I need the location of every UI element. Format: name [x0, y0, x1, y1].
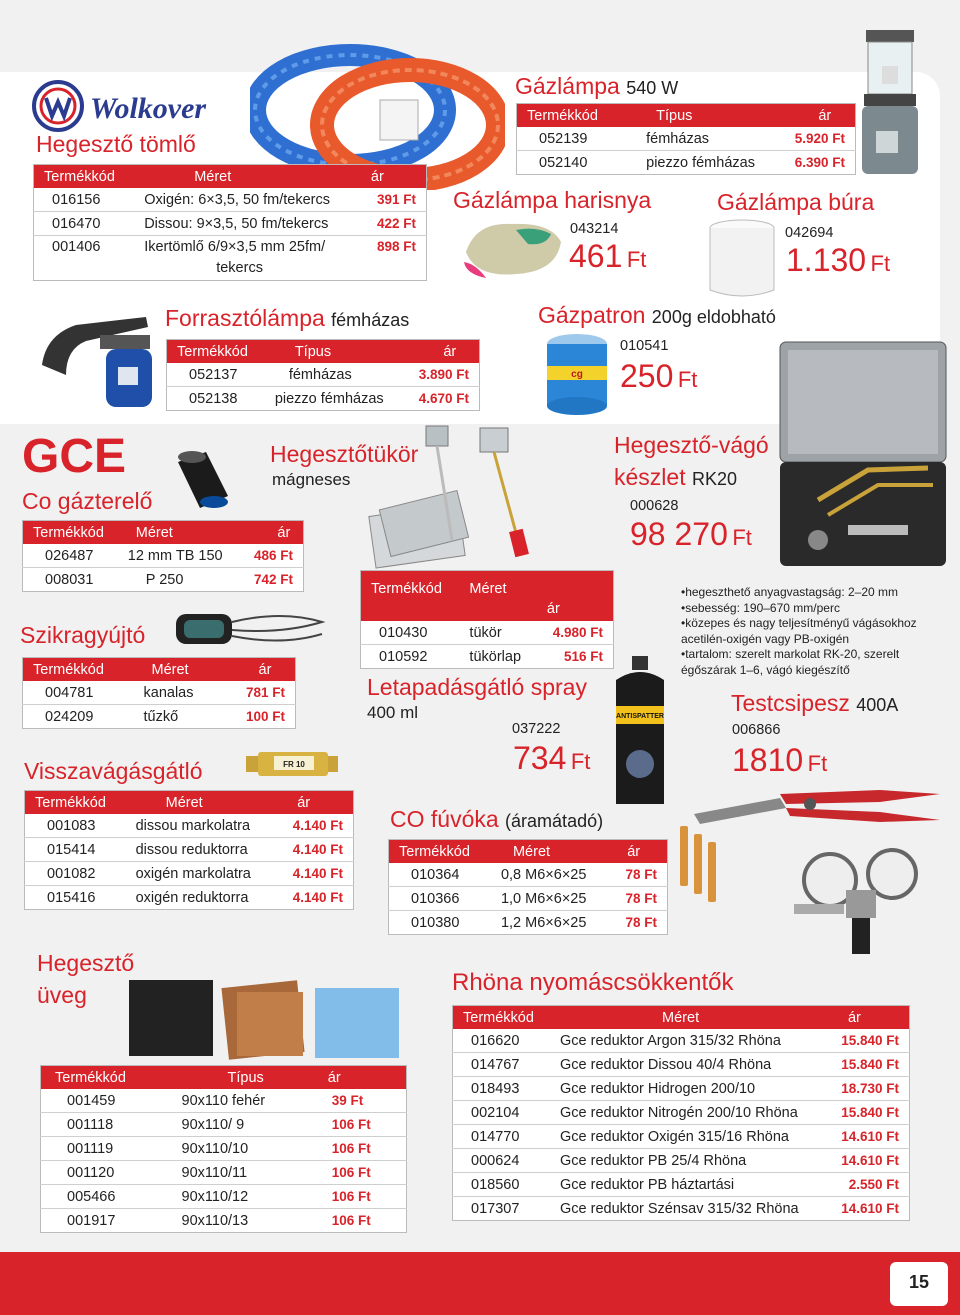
col-code: Termékkód [23, 658, 134, 682]
table-row [23, 681, 296, 705]
size-cell: 12 mm TB 150 [118, 544, 238, 568]
mantle-code: 043214 [570, 221, 619, 237]
table-row [167, 363, 480, 387]
table-header [34, 165, 427, 189]
size-cell: oxigén markolatra [126, 862, 276, 886]
gaslamp-title-sub: 540 W [626, 78, 679, 98]
price-cell: 898 Ft [376, 239, 416, 254]
code-cell: 001082 [25, 862, 126, 886]
price-cell: 391 Ft [361, 188, 427, 212]
clamp-title-sub: 400A [856, 695, 899, 715]
code-cell: 010366 [389, 887, 491, 911]
price-cell: 422 Ft [361, 212, 427, 236]
glass-title-line2: üveg [37, 982, 87, 1008]
valve-table [24, 790, 354, 910]
type-cell: 90x110/13 [181, 1212, 249, 1229]
kit-price-value: 98 270 [630, 516, 728, 552]
price-cell: 4.980 Ft [537, 621, 614, 645]
tip-table [388, 839, 668, 935]
type-cell: 90x110/12 [172, 1185, 314, 1209]
price-cell: 4.140 Ft [275, 838, 353, 862]
code-cell: 016156 [34, 188, 135, 212]
table-row [453, 1029, 910, 1053]
glass-table [40, 1065, 407, 1233]
tip-image [674, 822, 724, 932]
size-cell: tükör [459, 621, 536, 645]
glass-title-line1: Hegesztő [37, 950, 135, 976]
globe-price [786, 242, 890, 279]
hose-title: Hegesztő tömlő [36, 131, 196, 157]
mirror-table [360, 570, 614, 669]
kit-title-line1: Hegesztő-vágó [614, 432, 769, 458]
gaslamp-title [515, 75, 678, 98]
table-row [23, 705, 296, 729]
table-row [41, 1185, 407, 1209]
table-row [41, 1161, 407, 1185]
code-cell: 001118 [41, 1113, 172, 1137]
kit-title-line2 [614, 466, 737, 489]
size-cell: 0,8 M6×6×25 [491, 863, 609, 887]
tip-title-main: CO fúvóka [390, 806, 499, 832]
col-code: Termékkód [389, 840, 491, 864]
globe-code: 042694 [785, 225, 834, 241]
clamp-title-main: Testcsipesz [731, 690, 850, 716]
table-row [167, 387, 480, 411]
col-code: Termékkód [517, 104, 617, 128]
gaslamp-table [516, 103, 856, 175]
mirror-image [362, 420, 542, 570]
toolcase-image [778, 340, 950, 570]
table-row [517, 127, 856, 151]
type-cell: 90x110/11 [172, 1161, 314, 1185]
tip-title-sub: (áramátadó) [505, 811, 604, 831]
price-cell: 39 Ft [314, 1089, 407, 1113]
table-row [389, 887, 668, 911]
torch-title-main: Forrasztólámpa [165, 305, 325, 331]
gce-logo-text: GCE [22, 430, 127, 478]
size-cell: Gce reduktor PB háztartási [550, 1173, 826, 1197]
price-cell: 15.840 Ft [826, 1029, 910, 1053]
table-row [453, 1125, 910, 1149]
kit-bullet: •közepes és nagy teljesítményű vágásokhoz [681, 616, 917, 630]
clamp-code: 006866 [732, 722, 781, 738]
table-row [361, 645, 614, 669]
kit-price-currency: Ft [732, 525, 752, 550]
table-row [453, 1077, 910, 1101]
table-row [25, 886, 354, 910]
code-cell: 052138 [189, 390, 238, 407]
price-cell: 15.840 Ft [826, 1053, 910, 1077]
cartridge-title [538, 304, 776, 327]
kit-bullet: •sebesség: 190–670 mm/perc [681, 600, 840, 615]
regulator-table [452, 1005, 910, 1221]
code-cell: 001459 [41, 1089, 172, 1113]
nozzle-image [172, 448, 234, 512]
col-size: Méret [134, 165, 361, 189]
table-row [453, 1149, 910, 1173]
brand-name: Wolkover [90, 92, 207, 125]
table-row [41, 1113, 407, 1137]
globe-price-currency: Ft [870, 251, 891, 276]
kit-title-sub: RK20 [691, 469, 738, 489]
globe-title: Gázlámpa búra [717, 189, 875, 215]
price-cell: 486 Ft [237, 544, 303, 568]
code-cell: 015414 [25, 838, 126, 862]
table-row [453, 1173, 910, 1197]
price-cell: 742 Ft [253, 572, 293, 587]
table-header [25, 791, 354, 815]
price-cell: 106 Ft [314, 1185, 407, 1209]
price-cell: 78 Ft [625, 915, 657, 930]
col-size: Méret [459, 571, 536, 622]
clamp-image [690, 774, 952, 838]
nozzle-table [22, 520, 304, 592]
price-cell: 15.840 Ft [826, 1101, 910, 1125]
table-row [389, 863, 668, 887]
code-cell: 016470 [34, 212, 135, 236]
cartridge-price [620, 358, 697, 395]
nozzle-title: Co gázterelő [22, 488, 153, 514]
col-price: ár [778, 104, 855, 128]
table-header [167, 340, 480, 364]
table-row [389, 911, 668, 935]
col-price: ár [826, 1006, 910, 1030]
table-row [34, 236, 427, 281]
table-header [389, 840, 668, 864]
table-row [453, 1197, 910, 1221]
spray-price-value: 734 [513, 740, 567, 776]
cartridge-title-sub: 200g eldobható [651, 307, 776, 327]
col-code: Termékkód [167, 340, 265, 364]
clamp-price-currency: Ft [807, 751, 828, 776]
price-cell: 14.610 Ft [826, 1125, 910, 1149]
code-cell: 001406 [52, 239, 101, 255]
price-cell: 106 Ft [314, 1161, 407, 1185]
price-cell: 100 Ft [245, 709, 285, 724]
valve-title: Visszavágásgátló [24, 758, 203, 784]
code-cell: 001917 [67, 1212, 116, 1229]
valve-label: FR 10 [283, 760, 305, 769]
type-cell: piezzo fémházas [646, 154, 755, 171]
col-price: ár [403, 340, 479, 364]
mirror-subtitle: mágneses [272, 470, 351, 489]
size-cell: P 250 [145, 571, 184, 588]
mantle-price [569, 238, 646, 275]
table-header [453, 1006, 910, 1030]
col-size: Méret [134, 658, 219, 682]
page-number: 15 [908, 1272, 930, 1292]
table-row [361, 621, 614, 645]
col-price: ár [237, 521, 303, 545]
table-row [41, 1209, 407, 1233]
code-cell: 014770 [453, 1125, 551, 1149]
size-cell: dissou reduktorra [126, 838, 276, 862]
size-cell: oxigén reduktorra [135, 889, 249, 906]
code-cell: 016620 [453, 1029, 551, 1053]
page-footer [0, 1252, 960, 1315]
col-code: Termékkód [41, 1066, 172, 1090]
col-code: Termékkód [361, 571, 460, 622]
price-cell: 18.730 Ft [826, 1077, 910, 1101]
cartridge-title-main: Gázpatron [538, 302, 646, 328]
price-cell: 4.140 Ft [292, 890, 343, 905]
price-cell: 14.610 Ft [841, 1201, 899, 1216]
glass-image [125, 970, 407, 1070]
cartridge-price-currency: Ft [677, 367, 698, 392]
code-cell: 010430 [361, 621, 460, 645]
price-cell: 14.610 Ft [826, 1149, 910, 1173]
price-cell: 78 Ft [609, 887, 667, 911]
kit-bullet: •hegeszthető anyagvastagság: 2–20 mm [681, 585, 899, 599]
code-cell: 024209 [45, 708, 94, 725]
price-cell: 106 Ft [331, 1213, 371, 1228]
size-cell: Gce reduktor Hidrogen 200/10 [550, 1077, 826, 1101]
table-row [25, 862, 354, 886]
hose-table [33, 164, 427, 281]
size-cell: Gce reduktor Dissou 40/4 Rhöna [550, 1053, 826, 1077]
price-cell: 4.140 Ft [275, 814, 353, 838]
code-cell: 001119 [41, 1137, 172, 1161]
price-cell: 106 Ft [314, 1113, 407, 1137]
gaslamp-image [858, 26, 922, 176]
table-row [23, 568, 304, 592]
table-header [361, 571, 614, 622]
table-row [41, 1089, 407, 1113]
mirror-title: Hegesztőtükör [270, 441, 419, 467]
kit-bullet: égőszárak 1–6, vágó kiegészítő [681, 662, 850, 677]
code-cell: 015416 [47, 889, 96, 906]
col-price: ár [219, 658, 296, 682]
col-code: Termékkód [453, 1006, 551, 1030]
valve-image [244, 746, 340, 780]
col-size: Méret [126, 791, 276, 815]
cartridge-code: 010541 [620, 338, 669, 354]
type-cell: 90x110 fehér [172, 1089, 314, 1113]
size-cell: Gce reduktor Argon 315/32 Rhöna [550, 1029, 826, 1053]
spray-title: Letapadásgátló spray [367, 674, 587, 700]
code-cell: 010592 [379, 648, 428, 665]
globe-price-value: 1.130 [786, 242, 867, 278]
torch-title-sub: fémházas [331, 310, 410, 330]
kit-bullet: •tartalom: szerelt markolat RK-20, szerelt [681, 647, 900, 661]
table-row [25, 814, 354, 838]
code-cell: 018560 [453, 1173, 551, 1197]
col-price: ár [361, 165, 427, 189]
cartridge-image [540, 330, 614, 418]
globe-image [706, 218, 778, 300]
code-cell: 052137 [167, 363, 265, 387]
mantle-title: Gázlámpa harisnya [453, 187, 652, 213]
code-cell: 010364 [389, 863, 491, 887]
kit-bullet: acetilén-oxigén vagy PB-oxigén [681, 631, 850, 646]
kit-code: 000628 [630, 498, 679, 514]
type-cell: 90x110/10 [172, 1137, 314, 1161]
size-cell: 1,2 M6×6×25 [500, 914, 587, 931]
kit-price [630, 516, 752, 553]
code-cell: 001120 [41, 1161, 172, 1185]
regulator-image [790, 846, 930, 966]
table-row [453, 1101, 910, 1125]
gaslamp-title-main: Gázlámpa [515, 73, 620, 99]
code-cell: 004781 [23, 681, 134, 705]
size-line: tekercs [216, 260, 263, 276]
col-price: ár [609, 840, 667, 864]
clamp-title [731, 692, 898, 715]
size-cell: tűzkő [143, 708, 179, 725]
spray-price-currency: Ft [570, 749, 591, 774]
price-cell: 3.890 Ft [403, 363, 479, 387]
code-cell: 017307 [471, 1200, 520, 1217]
size-cell [134, 236, 361, 281]
col-size: Méret [491, 840, 609, 864]
col-price: ár [275, 791, 353, 815]
table-row [34, 188, 427, 212]
code-cell: 008031 [45, 571, 94, 588]
table-header [23, 658, 296, 682]
table-row [34, 212, 427, 236]
size-cell: Gce reduktor Oxigén 315/16 Rhöna [550, 1125, 826, 1149]
price-cell: 78 Ft [609, 863, 667, 887]
striker-title: Szikragyújtó [20, 622, 146, 648]
size-cell: Oxigén: 6×3,5, 50 fm/tekercs [134, 188, 361, 212]
code-cell: 052139 [517, 127, 617, 151]
torch-title [165, 307, 409, 330]
spray-can-image [612, 654, 668, 808]
col-price: ár [314, 1066, 407, 1090]
mantle-image [456, 212, 566, 284]
col-type: Típus [265, 340, 404, 364]
col-code: Termékkód [25, 791, 126, 815]
col-price: ár [537, 571, 614, 622]
gce-logo [22, 430, 146, 478]
spray-can-label: ANTISPATTER [616, 713, 664, 720]
type-cell: 90x110/ 9 [172, 1113, 314, 1137]
col-type: Típus [616, 104, 778, 128]
col-size: Méret [550, 1006, 826, 1030]
spray-price [513, 740, 590, 777]
table-row [25, 838, 354, 862]
cartridge-price-value: 250 [620, 358, 674, 394]
size-cell: Gce reduktor Nitrogén 200/10 Rhöna [550, 1101, 826, 1125]
tip-title [390, 808, 603, 831]
price-cell: 5.920 Ft [778, 127, 855, 151]
price-cell: 4.140 Ft [275, 862, 353, 886]
price-cell: 781 Ft [219, 681, 296, 705]
mantle-price-value: 461 [569, 238, 623, 274]
kit-bullets [681, 585, 951, 678]
price-cell: 2.550 Ft [826, 1173, 910, 1197]
code-cell: 000624 [453, 1149, 551, 1173]
size-cell: dissou markolatra [126, 814, 276, 838]
code-cell: 026487 [23, 544, 118, 568]
code-cell: 002104 [453, 1101, 551, 1125]
price-cell: 6.390 Ft [794, 155, 845, 170]
col-code: Termékkód [23, 521, 118, 545]
kit-title-main: készlet [614, 464, 686, 490]
mantle-price-currency: Ft [626, 247, 647, 272]
size-cell: kanalas [134, 681, 219, 705]
torch-table [166, 339, 480, 411]
code-cell: 018493 [453, 1077, 551, 1101]
striker-image [172, 600, 332, 660]
type-cell: fémházas [616, 127, 778, 151]
size-cell: Dissou: 9×3,5, 50 fm/tekercs [134, 212, 361, 236]
spray-subtitle: 400 ml [367, 703, 419, 722]
type-cell: piezzo fémházas [274, 390, 384, 407]
spray-code: 037222 [512, 721, 561, 737]
col-type: Típus [172, 1066, 314, 1090]
col-code: Termékkód [34, 165, 135, 189]
table-header [517, 104, 856, 128]
code-cell: 052140 [539, 154, 588, 171]
regulator-title: Rhöna nyomáscsökkentők [452, 969, 734, 996]
code-cell: 005466 [41, 1185, 172, 1209]
torch-image [36, 305, 164, 413]
col-size: Méret [118, 521, 238, 545]
type-cell: fémházas [265, 363, 404, 387]
wolkover-logo [30, 78, 230, 134]
size-cell: Gce reduktor PB 25/4 Rhöna [550, 1149, 826, 1173]
price-cell: 516 Ft [563, 649, 603, 664]
size-cell: Gce reduktor Szénsav 315/32 Rhöna [560, 1200, 799, 1217]
table-row [453, 1053, 910, 1077]
table-header [23, 521, 304, 545]
table-row [23, 544, 304, 568]
size-cell: 1,0 M6×6×25 [491, 887, 609, 911]
clamp-price-value: 1810 [732, 742, 804, 778]
table-row [41, 1137, 407, 1161]
table-header [41, 1066, 407, 1090]
code-cell: 014767 [453, 1053, 551, 1077]
price-cell: 4.670 Ft [418, 391, 469, 406]
size-cell: tükörlap [469, 648, 522, 665]
size-line: Ikertömlő 6/9×3,5 mm 25fm/ [144, 239, 326, 255]
code-cell: 001083 [25, 814, 126, 838]
table-row [517, 151, 856, 175]
price-cell: 106 Ft [314, 1137, 407, 1161]
code-cell: 010380 [411, 914, 460, 931]
striker-table [22, 657, 296, 729]
svg-text:cg: cg [571, 369, 583, 380]
